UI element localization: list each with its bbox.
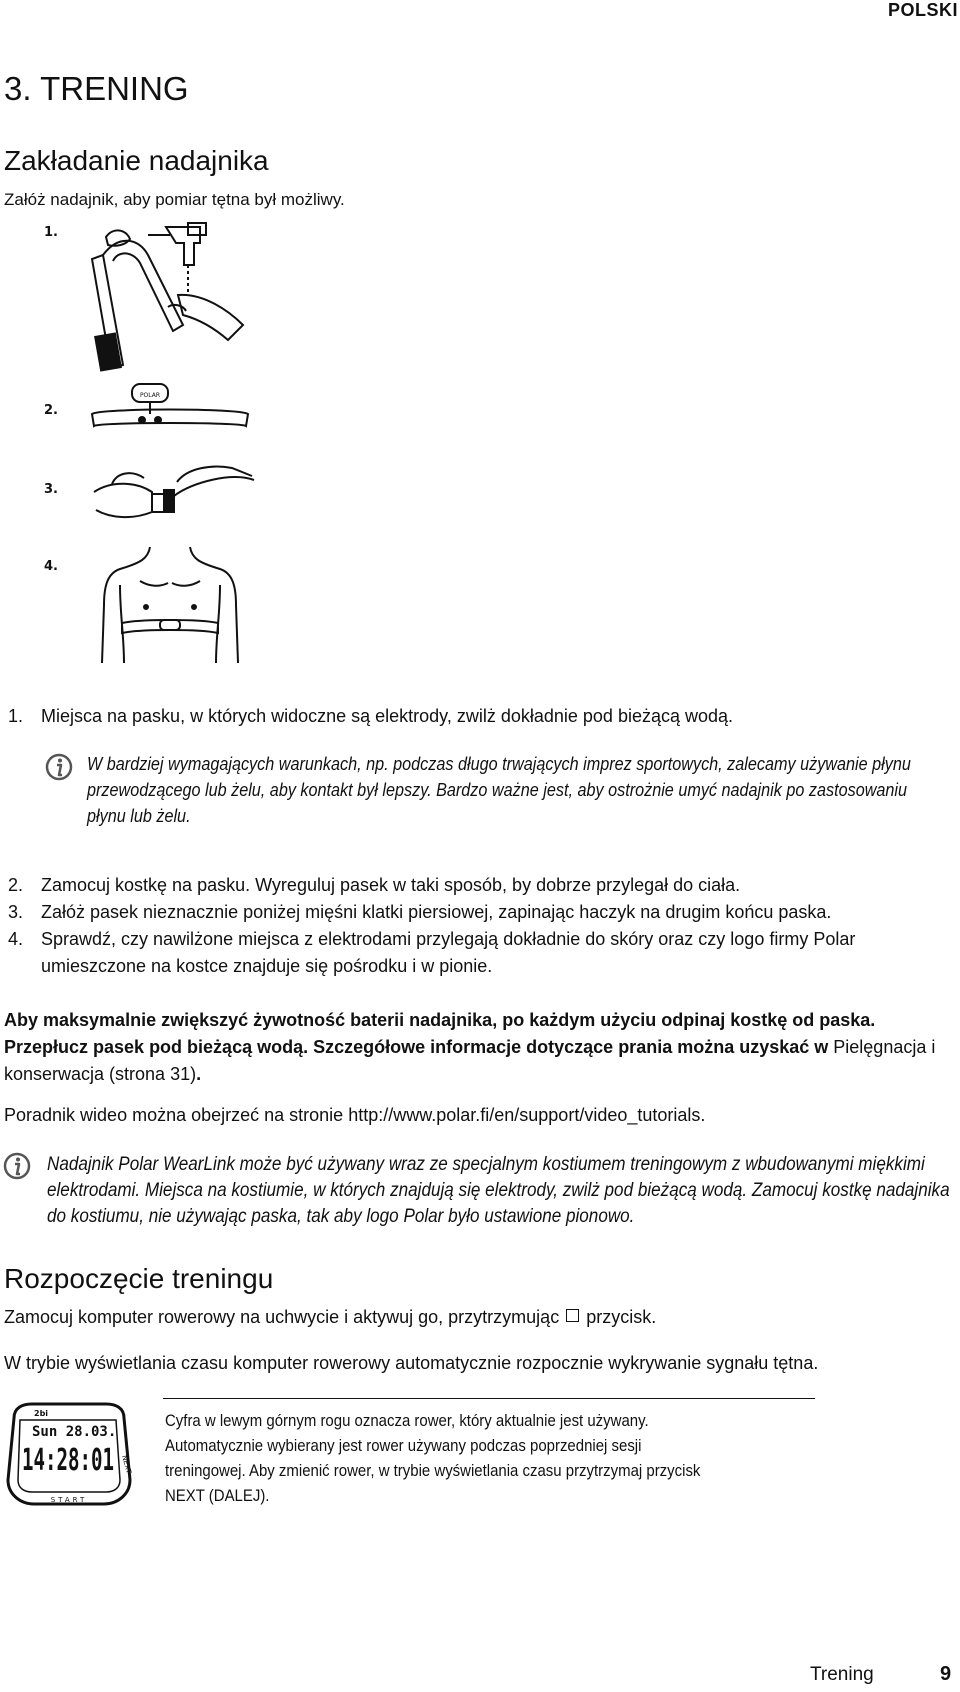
display-time: 14:28:01	[22, 1443, 114, 1478]
step-text: Sprawdź, czy nawilżone miejsca z elektrodami przylegają dokładnie do skóry oraz czy logo firmy Polar umieszczone na kostce znajduje się pośrodku i w pionie.	[41, 929, 856, 976]
video-paragraph: Poradnik wideo można obejrzeć na stronie http://www.polar.fi/en/support/video_tutorials.	[4, 1105, 706, 1125]
step-number: 1.	[8, 706, 24, 726]
footer-section: Trening	[810, 1664, 874, 1685]
attach-connector-illustration	[92, 462, 257, 532]
step-text: Zamocuj kostkę na pasku. Wyreguluj pasek w taki sposób, by dobrze przylegał do ciała.	[41, 875, 741, 895]
page-number: 9	[940, 1663, 952, 1685]
care-link[interactable]: Pielęgnacja i konserwacja (strona 31)	[4, 1037, 936, 1084]
torso-strap-illustration	[100, 545, 240, 665]
list-item	[8, 899, 958, 926]
side-note-line: NEXT (DALEJ).	[165, 1486, 270, 1505]
bike-label: 2bi	[34, 1409, 49, 1418]
mount-text: Zamocuj komputer rowerowy na uchwycie i aktywuj go, przytrzymując	[4, 1307, 560, 1327]
battery-bold-text: Aby maksymalnie zwiększyć żywotność baterii nadajnika, po każdym użyciu odpinaj kostkę od paska. Przepłucz pasek pod bieżącą wodą. Szczegółowe informacje dotyczące prania można uzyskać w	[4, 1010, 876, 1057]
step-number: 3.	[8, 902, 24, 922]
list-item	[8, 703, 958, 730]
step-number: 2.	[8, 875, 24, 895]
figure-label-1: 1.	[44, 225, 58, 240]
step-text: Załóż pasek nieznacznie poniżej mięśni klatki piersiowej, zapinając haczyk na drugim końcu paska.	[41, 902, 832, 922]
figure-label-4: 4.	[44, 559, 58, 574]
list-item	[8, 926, 958, 980]
svg-text:POLAR: POLAR	[139, 392, 161, 399]
info-note-garment: Nadajnik Polar WearLink może być używany wraz ze specjalnym kostiumem treningowym z wbudowanymi miękkimi elektrodami. Miejsca na kostiumie, w których znajdują się elektrody, zwilż pod bieżącą wodą. Zamocuj kostkę nadajnika do kostiumu, nie używając paska, tak aby logo Polar było ustawione pionowo.	[47, 1154, 950, 1227]
strap-wetting-illustration	[78, 215, 248, 395]
section-title-transmitter: Zakładanie nadajnika	[4, 145, 269, 176]
side-note	[165, 1408, 957, 1508]
square-button-icon	[566, 1309, 579, 1322]
side-note-line: treningowej. Aby zmienić rower, w trybie wyświetlania czasu przytrzymaj przycisk	[165, 1461, 701, 1480]
battery-end: .	[196, 1064, 202, 1084]
side-note-line: Automatycznie wybierany jest rower używany podczas poprzedniej sesji	[165, 1436, 642, 1455]
step-number: 4.	[8, 929, 24, 949]
section-title-start-training: Rozpoczęcie treningu	[4, 1263, 274, 1294]
mount-paragraph	[4, 1304, 954, 1331]
figure-label-2: 2.	[44, 403, 58, 418]
info-icon	[2, 1151, 32, 1181]
display-start-label: START	[50, 1496, 88, 1504]
display-date: Sun 28.03.	[32, 1424, 117, 1440]
heart-rate-paragraph: W trybie wyświetlania czasu komputer rowerowy automatycznie rozpocznie wykrywanie sygnału tętna.	[4, 1353, 819, 1373]
info-icon	[44, 752, 74, 782]
language-label: POLSKI	[887, 0, 958, 20]
steps-list-part2	[8, 872, 958, 980]
info-note-gel: W bardziej wymagających warunkach, np. podczas długo trwających imprez sportowych, zalecamy używanie płynu przewodzącego lub żelu, aby kontakt był lepszy. Bardzo ważne jest, aby ostrożnie umyć nadajnik po zastosowaniu płynu lub żelu.	[87, 754, 911, 826]
side-note-line: Cyfra w lewym górnym rogu oznacza rower, który aktualnie jest używany.	[165, 1411, 649, 1430]
chapter-title: 3. TRENING	[4, 70, 189, 107]
mount-text-end: przycisk.	[586, 1307, 657, 1327]
figure-label-3: 3.	[44, 482, 58, 497]
bike-computer-display	[4, 1400, 134, 1510]
transmitter-strap-illustration	[90, 378, 250, 438]
battery-paragraph	[4, 1007, 954, 1088]
side-note-rule	[163, 1398, 815, 1399]
list-item	[8, 872, 958, 899]
display-next-label: NEXT	[120, 1454, 133, 1475]
section-intro: Załóż nadajnik, aby pomiar tętna był możliwy.	[4, 190, 345, 209]
steps-list-part1	[8, 703, 958, 730]
step-text: Miejsca na pasku, w których widoczne są elektrody, zwilż dokładnie pod bieżącą wodą.	[41, 706, 734, 726]
